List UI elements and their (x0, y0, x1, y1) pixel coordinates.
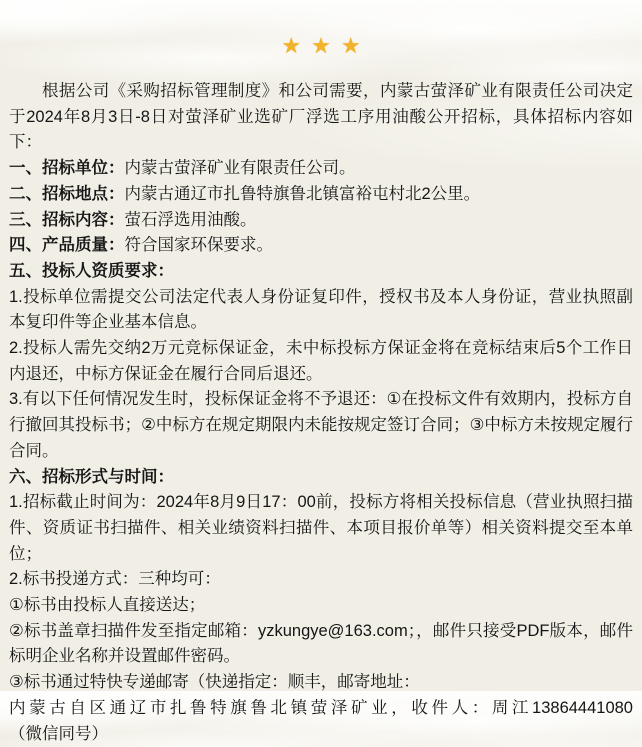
header-stars (0, 0, 642, 58)
paragraph-text: 根据公司《采购招标管理制度》和公司需要，内蒙古萤泽矿业有限责任公司决定于2024年8月3日-8日对萤泽矿业选矿厂浮选工序用油酸公开招标，具体招标内容如下： (9, 82, 633, 152)
bid-content-line (9, 208, 633, 234)
qualification-item-1 (9, 285, 633, 336)
section-label: 六、招标形式与时间： (9, 467, 174, 486)
section-label: 四、产品质量： (9, 236, 125, 255)
delivery-method-item (9, 567, 633, 593)
qualification-item-2 (9, 336, 633, 387)
qualification-item-3 (9, 387, 633, 464)
paragraph-text: 内蒙古自区通辽市扎鲁特旗鲁北镇萤泽矿业，收件人： (9, 698, 492, 717)
delivery-option-3 (9, 670, 633, 696)
paragraph-text: 内蒙古萤泽矿业有限责任公司。 (124, 159, 356, 178)
paragraph-text: 2.投标人需先交纳2万元竞标保证金，未中标投标方保证金将在竞标结束后5个工作日内退还，中标方保证金在履行合同后退还。 (9, 339, 633, 383)
delivery-option-1 (9, 593, 633, 619)
section-label: 二、招标地点： (9, 184, 125, 203)
section-label: 五、投标人资质要求： (9, 261, 174, 280)
qualification-heading (9, 259, 633, 285)
paragraph-text: ①标书由投标人直接送达； (9, 596, 206, 615)
bid-unit-line (9, 156, 633, 182)
announcement-body (0, 58, 642, 747)
paragraph-text: 内蒙古通辽市扎鲁特旗鲁北镇富裕屯村北2公里。 (124, 184, 481, 203)
paragraph-text: （微信同号） (9, 724, 108, 743)
star-icon: ★ (281, 33, 302, 58)
paragraph-text: ③标书通过特快专递邮寄（快递指定：顺丰，邮寄地址： (9, 673, 420, 692)
paragraph-text: 3.有以下任何情况发生时，投标保证金将不予退还：①在投标文件有效期内，投标方自行撤回其投标书；②中标方在规定期限内未能按规定签订合同；③中标方未按规定履行合同。 (9, 390, 633, 460)
paragraph-text: ②标书盖章扫描件发至指定邮箱： (9, 621, 258, 640)
section-label: 一、招标单位： (9, 159, 125, 178)
form-time-heading (9, 465, 633, 491)
paragraph-text: 符合国家环保要求。 (124, 236, 273, 255)
contact-phone: 周江13864441080 (491, 698, 633, 717)
email-text: yzkungye@163.com (257, 621, 408, 640)
deadline-item (9, 490, 633, 567)
paragraph-text: 1.投标单位需提交公司法定代表人身份证复印件，授权书及本人身份证，营业执照副本复印件等企业基本信息。 (9, 287, 633, 332)
intro-paragraph (9, 79, 633, 156)
paragraph-text: 萤石浮选用油酸。 (124, 210, 257, 229)
star-icon: ★ (311, 33, 331, 58)
bid-location-line (9, 182, 633, 208)
mailing-address-line (9, 696, 633, 747)
paragraph-text: ；，邮件只接受PDF版本，邮件标明企业名称并设置邮件密码。 (9, 621, 634, 666)
paragraph-text: 1.招标截止时间为：2024年8月9日17：00前，投标方将相关投标信息（营业执照扫描件、资质证书扫描件、相关业绩资料扫描件、本项目报价单等）相关资料提交至本单位； (9, 493, 633, 563)
delivery-option-2 (9, 619, 633, 670)
product-quality-line (9, 233, 633, 259)
paragraph-text: 2.标书投递方式：三种均可： (9, 570, 221, 589)
section-label: 三、招标内容： (9, 210, 125, 229)
star-icon: ★ (340, 33, 361, 58)
